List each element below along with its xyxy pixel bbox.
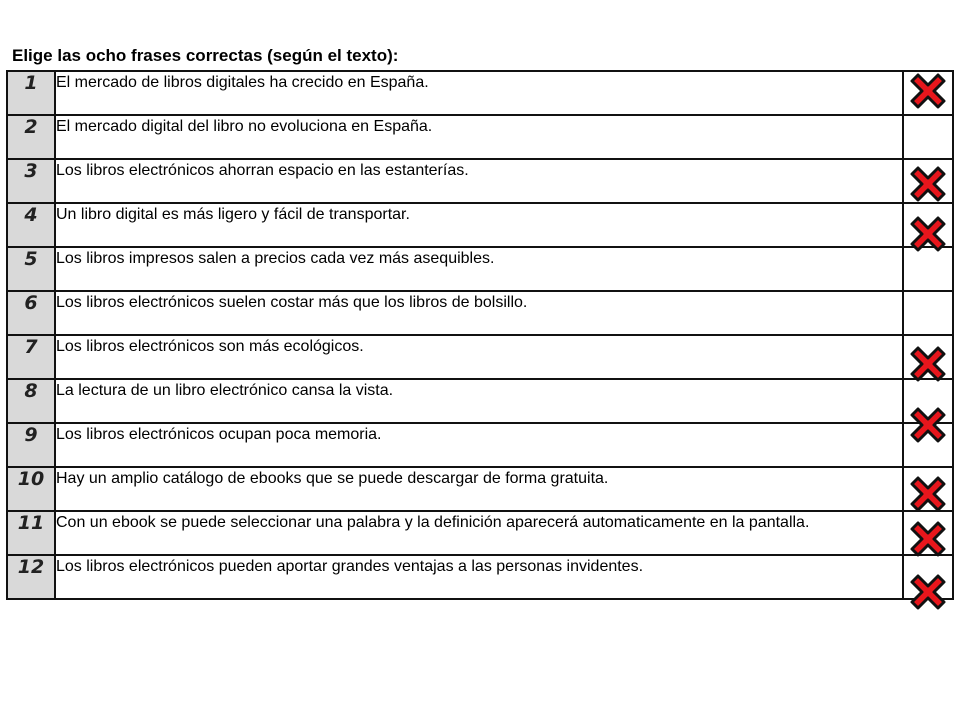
row-number: 6 bbox=[7, 291, 55, 335]
row-number: 3 bbox=[7, 159, 55, 203]
row-number: 4 bbox=[7, 203, 55, 247]
answer-mark-cell[interactable] bbox=[903, 71, 953, 115]
sentence-text: Los libros electrónicos ahorran espacio en las estanterías. bbox=[55, 159, 903, 203]
table-row bbox=[7, 555, 953, 599]
row-number: 1 bbox=[7, 71, 55, 115]
table-row bbox=[7, 379, 953, 423]
table-row bbox=[7, 203, 953, 247]
sentence-text: La lectura de un libro electrónico cansa la vista. bbox=[55, 379, 903, 423]
answer-mark-cell[interactable] bbox=[903, 291, 953, 335]
table-row bbox=[7, 291, 953, 335]
table-row bbox=[7, 511, 953, 555]
sentence-text: Un libro digital es más ligero y fácil de transportar. bbox=[55, 203, 903, 247]
sentence-text: Los libros electrónicos suelen costar más que los libros de bolsillo. bbox=[55, 291, 903, 335]
table-row bbox=[7, 467, 953, 511]
row-number: 9 bbox=[7, 423, 55, 467]
row-number: 2 bbox=[7, 115, 55, 159]
row-number: 10 bbox=[7, 467, 55, 511]
sentence-text: El mercado digital del libro no evoluciona en España. bbox=[55, 115, 903, 159]
answer-mark-cell[interactable] bbox=[903, 115, 953, 159]
row-number: 11 bbox=[7, 511, 55, 555]
red-cross-icon bbox=[905, 569, 951, 615]
sentences-table-body bbox=[7, 71, 953, 599]
sentence-text: Los libros electrónicos son más ecológicos. bbox=[55, 335, 903, 379]
table-row bbox=[7, 159, 953, 203]
answer-mark-cell[interactable] bbox=[903, 423, 953, 467]
red-cross-icon bbox=[905, 68, 951, 114]
table-row bbox=[7, 71, 953, 115]
table-row bbox=[7, 423, 953, 467]
table-row bbox=[7, 335, 953, 379]
answer-mark-cell[interactable] bbox=[903, 247, 953, 291]
sentence-text: El mercado de libros digitales ha crecido en España. bbox=[55, 71, 903, 115]
answer-mark-cell[interactable] bbox=[903, 335, 953, 379]
row-number: 7 bbox=[7, 335, 55, 379]
answer-mark-cell[interactable] bbox=[903, 159, 953, 203]
sentence-text: Con un ebook se puede seleccionar una palabra y la definición aparecerá automaticamente en la pantalla. bbox=[55, 511, 903, 555]
answer-mark-cell[interactable] bbox=[903, 511, 953, 555]
sentence-text: Los libros impresos salen a precios cada vez más asequibles. bbox=[55, 247, 903, 291]
row-number: 8 bbox=[7, 379, 55, 423]
table-row bbox=[7, 115, 953, 159]
answer-mark-cell[interactable] bbox=[903, 467, 953, 511]
answer-mark-cell[interactable] bbox=[903, 203, 953, 247]
row-number: 5 bbox=[7, 247, 55, 291]
sentence-text: Hay un amplio catálogo de ebooks que se puede descargar de forma gratuita. bbox=[55, 467, 903, 511]
red-cross-icon bbox=[905, 402, 951, 448]
worksheet-title: Elige las ocho frases correctas (según el texto): bbox=[12, 46, 399, 65]
table-row bbox=[7, 247, 953, 291]
answer-mark-cell[interactable] bbox=[903, 555, 953, 599]
sentence-text: Los libros electrónicos ocupan poca memoria. bbox=[55, 423, 903, 467]
row-number: 12 bbox=[7, 555, 55, 599]
sentences-table bbox=[6, 70, 954, 600]
sentence-text: Los libros electrónicos pueden aportar grandes ventajas a las personas invidentes. bbox=[55, 555, 903, 599]
red-cross-icon bbox=[905, 161, 951, 207]
